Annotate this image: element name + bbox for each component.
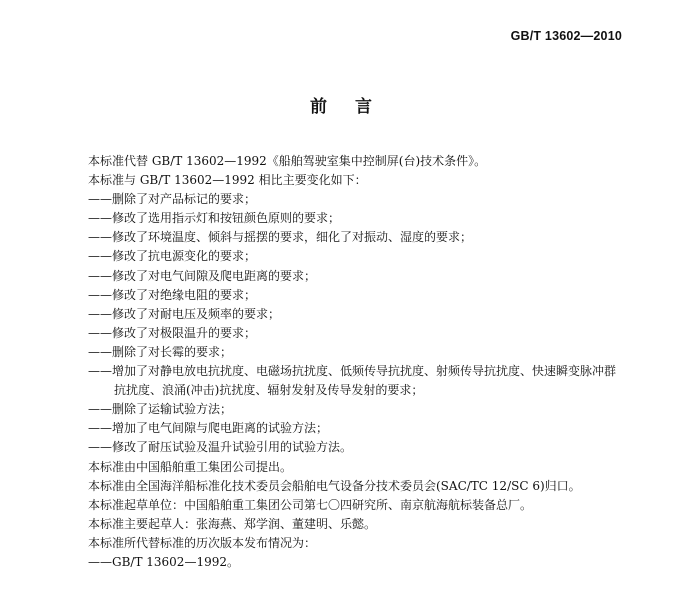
paragraph: 本标准所代替标准的历次版本发布情况为： bbox=[88, 535, 317, 550]
list-item: ——删除了对产品标记的要求； bbox=[88, 192, 257, 207]
list-item: ——增加了电气间隙与爬电距离的试验方法； bbox=[88, 421, 329, 436]
list-item: ——修改了对绝缘电阻的要求； bbox=[88, 287, 257, 302]
paragraph: 本标准与 GB/T 13602—1992 相比主要变化如下： bbox=[88, 173, 367, 188]
list-item: ——增加了对静电放电抗扰度、电磁场抗扰度、低频传导抗扰度、射频传导抗扰度、快速瞬变脉冲群 bbox=[88, 364, 617, 379]
list-item: ——修改了对耐电压及频率的要求； bbox=[88, 306, 281, 321]
paragraph: 本标准主要起草人：张海燕、郑学润、董建明、乐懿。 bbox=[88, 516, 377, 531]
list-item: ——修改了耐压试验及温升试验引用的试验方法。 bbox=[88, 440, 353, 455]
list-item: ——修改了对电气间隙及爬电距离的要求； bbox=[88, 268, 317, 283]
paragraph: 本标准由全国海洋船标准化技术委员会船舶电气设备分技术委员会(SAC/TC 12/SC 6)归口。 bbox=[88, 478, 581, 493]
list-item: ——删除了运输试验方法； bbox=[88, 402, 233, 417]
standard-code: GB/T 13602—2010 bbox=[510, 29, 622, 43]
paragraph: 本标准代替 GB/T 13602—1992《船舶驾驶室集中控制屏(台)技术条件》。 bbox=[88, 154, 487, 168]
paragraph: 本标准起草单位：中国船舶重工集团公司第七〇四研究所、南京航海航标装备总厂。 bbox=[88, 497, 533, 512]
foreword-body bbox=[88, 152, 648, 572]
list-item: ——修改了抗电源变化的要求； bbox=[88, 249, 257, 264]
list-item: ——修改了对极限温升的要求； bbox=[88, 325, 257, 340]
list-item-continuation: 抗扰度、浪涌(冲击)抗扰度、辐射发射及传导发射的要求； bbox=[114, 383, 424, 398]
list-item: ——修改了环境温度、倾斜与摇摆的要求，细化了对振动、湿度的要求； bbox=[88, 230, 473, 245]
list-item: ——删除了对长霉的要求； bbox=[88, 344, 233, 359]
list-item: ——GB/T 13602—1992。 bbox=[88, 554, 239, 569]
paragraph: 本标准由中国船舶重工集团公司提出。 bbox=[88, 459, 293, 474]
list-item: ——修改了选用指示灯和按钮颜色原则的要求； bbox=[88, 211, 341, 226]
section-title: 前言 bbox=[310, 97, 400, 117]
